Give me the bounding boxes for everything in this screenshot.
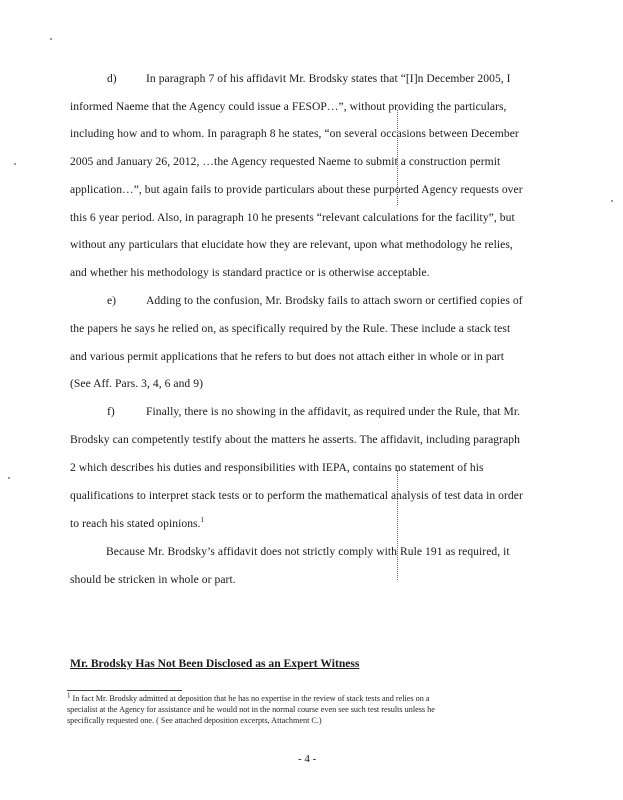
footnote-divider [67,690,182,691]
footnote-line: In fact Mr. Brodsky admitted at deposition that he has no expertise in the review of stack tests and relies on a [72,694,430,703]
para-d-line: 2005 and January 26, 2012, …the Agency requested Naeme to submit a construction permit [70,155,501,168]
para-e-line: (See Aff. Pars. 3, 4, 6 and 9) [70,377,203,390]
footnote-marker: 1 [67,691,71,700]
para-d-line: including how and to whom. In paragraph 8 he states, “on several occasions between December [70,127,519,140]
para-f-line: to reach his stated opinions. [70,517,201,530]
para-d-line: application…”, but again fails to provide particulars about these purported Agency requests over [70,183,523,196]
scan-speck [14,163,16,165]
footnote-reference: 1 [200,516,205,525]
para-d-line: this 6 year period. Also, in paragraph 10 he presents “relevant calculations for the facility”, but [70,211,515,224]
footnote-line: specialist at the Agency for assistance and he would not in the normal course even see such test results unless he [67,705,435,714]
para-f-line: Brodsky can competently testify about the matters he asserts. The affidavit, including paragraph [70,433,520,446]
para-d-line: informed Naeme that the Agency could issue a FESOP…”, without providing the particulars, [70,100,507,113]
para-e-label: e) [107,294,117,307]
para-d-line: without any particulars that elucidate how they are relevant, upon what methodology he relies, [70,238,513,251]
para-d-line: and whether his methodology is standard practice or is otherwise acceptable. [70,266,430,279]
page-number: - 4 - [298,753,317,765]
para-e-line: Adding to the confusion, Mr. Brodsky fails to attach sworn or certified copies of [146,294,523,307]
footnote-line-first [67,693,547,704]
scan-speck [8,477,10,479]
para-f-label: f) [107,405,115,418]
para-e-line: the papers he says he relied on, as specifically required by the Rule. These include a stack test [70,322,511,335]
para-d-line: In paragraph 7 of his affidavit Mr. Brodsky states that “[I]n December 2005, I [146,72,511,85]
footnote-line: specifically requested one. ( See attached deposition excerpts, Attachment C.) [67,716,322,725]
conclusion-line: Because Mr. Brodsky’s affidavit does not strictly comply with Rule 191 as required, it [106,545,510,558]
scan-artifact-line [397,470,398,580]
para-f-line-last [70,517,550,531]
para-f-line: 2 which describes his duties and responsibilities with IEPA, contains no statement of his [70,461,484,474]
para-f-line: Finally, there is no showing in the affidavit, as required under the Rule, that Mr. [146,405,521,418]
conclusion-line: should be stricken in whole or part. [70,573,236,586]
scan-artifact-line [397,110,398,205]
para-e-line: and various permit applications that he refers to but does not attach either in whole or in part [70,350,504,363]
section-heading: Mr. Brodsky Has Not Been Disclosed as an Expert Witness [70,657,360,670]
scan-speck [50,38,52,40]
scan-speck [611,200,613,202]
para-d-label: d) [107,72,117,85]
para-f-line: qualifications to interpret stack tests or to perform the mathematical analysis of test data in order [70,489,523,502]
